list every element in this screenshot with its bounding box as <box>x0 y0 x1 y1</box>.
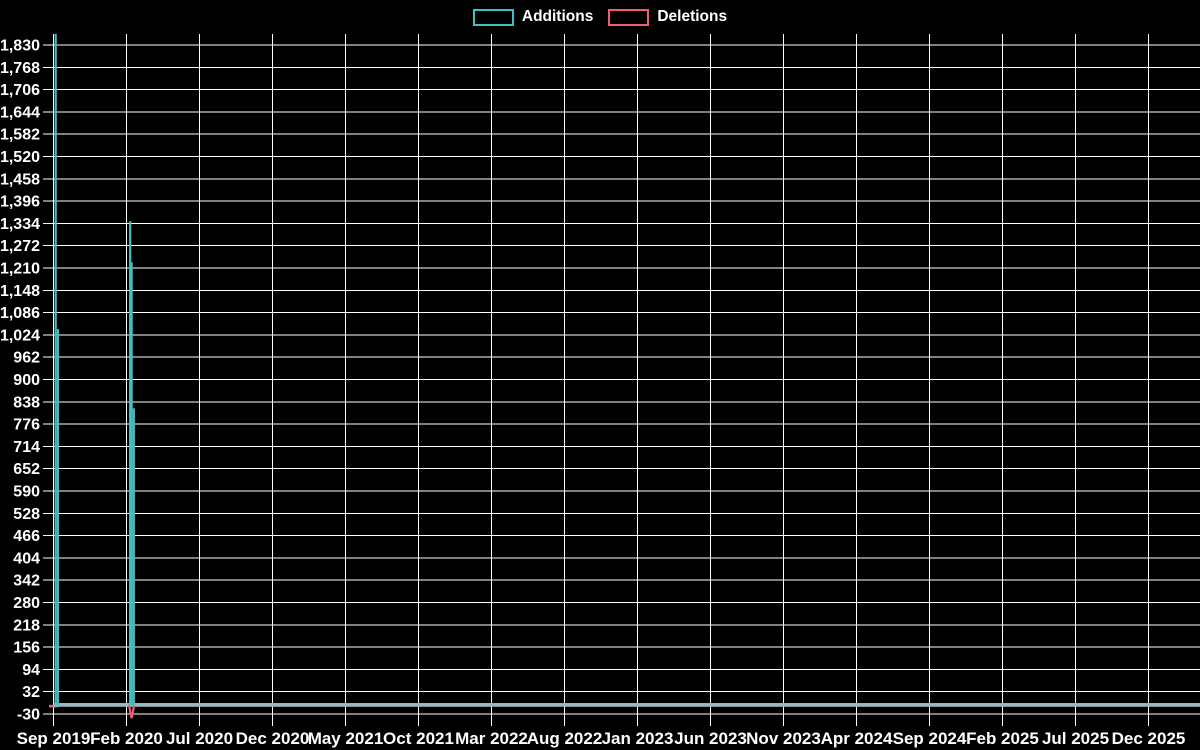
x-tick-label: Feb 2025 <box>966 729 1039 748</box>
y-tick-label: 714 <box>13 438 40 456</box>
additions-spike[interactable] <box>133 408 135 705</box>
y-tick-label: 342 <box>13 572 40 590</box>
y-tick-label: 1,272 <box>0 238 40 256</box>
additions-spike[interactable] <box>55 34 57 705</box>
legend-label-additions: Additions <box>521 8 594 26</box>
x-tick-label: Jul 2025 <box>1041 729 1110 748</box>
y-tick-label: 1,396 <box>0 193 40 211</box>
y-tick-label: 1,706 <box>0 82 40 100</box>
y-tick-label: 652 <box>13 461 40 479</box>
y-tick-label: 1,768 <box>0 59 40 77</box>
x-tick-label: Dec 2020 <box>235 729 310 748</box>
y-tick-label: 1,334 <box>0 215 40 233</box>
y-tick-label: 528 <box>13 505 40 523</box>
x-tick-label: Sep 2019 <box>16 729 91 748</box>
y-tick-label: 590 <box>13 483 40 501</box>
legend <box>0 7 1200 27</box>
y-tick-label: 1,024 <box>0 327 40 345</box>
y-tick-label: 32 <box>22 684 40 702</box>
x-tick-label: Feb 2020 <box>90 729 163 748</box>
y-tick-label: 280 <box>13 595 40 612</box>
y-tick-label: 94 <box>22 661 40 679</box>
legend-item-additions[interactable] <box>473 9 593 26</box>
additions-swatch-icon <box>473 9 514 26</box>
y-tick-label: 1,210 <box>0 260 40 278</box>
additions-spike[interactable] <box>57 329 59 705</box>
zero-baseline[interactable] <box>54 703 1200 707</box>
x-tick-label: May 2021 <box>307 729 384 748</box>
y-tick-label: 900 <box>13 372 40 389</box>
y-tick-label: 1,458 <box>0 171 40 189</box>
y-tick-label: 776 <box>13 416 40 434</box>
y-tick-label: 1,520 <box>0 149 40 166</box>
y-tick-label: 1,830 <box>0 37 40 55</box>
additions-spike[interactable] <box>131 262 133 705</box>
y-tick-label: 962 <box>13 349 40 367</box>
y-tick-label: 466 <box>13 528 40 546</box>
y-tick-label: 218 <box>13 617 40 635</box>
x-tick-label: Jan 2023 <box>601 729 674 748</box>
x-tick-label: Dec 2025 <box>1111 729 1186 748</box>
x-tick-label: Jun 2023 <box>674 729 747 748</box>
y-tick-label: 838 <box>13 394 40 412</box>
x-tick-label: Oct 2021 <box>383 729 454 748</box>
deletions-swatch-icon <box>608 9 649 26</box>
x-tick-label: Jul 2020 <box>165 729 234 748</box>
legend-label-deletions: Deletions <box>657 8 728 26</box>
y-tick-label: 1,148 <box>0 282 40 300</box>
legend-item-deletions[interactable] <box>608 9 727 26</box>
y-tick-label: 1,644 <box>0 104 40 122</box>
x-tick-label: Sep 2024 <box>892 729 967 748</box>
y-tick-label: 1,582 <box>0 126 40 144</box>
x-tick-label: Aug 2022 <box>526 729 603 748</box>
y-tick-label: 1,086 <box>0 305 40 323</box>
y-tick-label: 156 <box>13 639 40 657</box>
x-tick-label: Mar 2022 <box>455 729 528 748</box>
x-tick-label: Nov 2023 <box>746 729 821 748</box>
x-tick-label: Apr 2024 <box>820 729 893 748</box>
deletions-spike[interactable] <box>129 705 134 718</box>
y-tick-label: 404 <box>13 550 40 568</box>
y-tick-label: -30 <box>16 706 40 724</box>
